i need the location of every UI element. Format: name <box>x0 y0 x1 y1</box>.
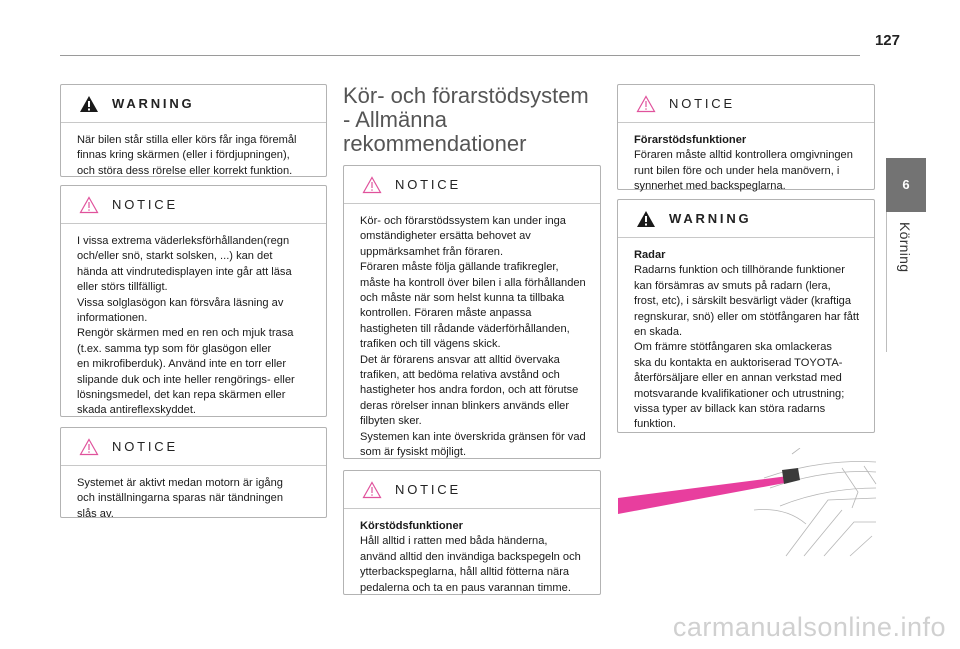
text-line: Kör- och förarstödssystem kan under inga <box>360 215 566 227</box>
text-line: skada antireflexskyddet. <box>77 404 197 417</box>
notice-title: NOTICE <box>669 96 735 111</box>
notice-box-right <box>617 84 875 193</box>
text-line: pedalerna och ta en paus varannan timme. <box>360 581 571 594</box>
text-line: informationen. <box>77 312 148 325</box>
notice-title: NOTICE <box>112 439 178 454</box>
text-line: filbyten sker. <box>360 415 422 428</box>
notice-header <box>61 428 326 466</box>
text-line: När bilen står stilla eller körs får inga föremål <box>77 134 297 146</box>
heading-line: - Allmänna <box>343 107 447 132</box>
text-line: kan försämras av smuts på radarn (lera, <box>634 279 831 292</box>
warning-subtitle: Radar <box>634 249 666 261</box>
notice-icon <box>636 95 656 113</box>
heading-line: rekommendationer <box>343 131 527 156</box>
notice-header <box>344 471 600 509</box>
text-line: Systemen kan inte överskrida gränsen för vad <box>360 430 586 443</box>
warning-text <box>61 123 326 189</box>
section-heading <box>343 84 603 156</box>
warning-icon <box>79 95 99 113</box>
notice-text <box>618 123 874 205</box>
notice-icon <box>362 481 382 499</box>
text-line: hastigheter hos andra fordon, och att förutse <box>360 384 579 397</box>
notice-header <box>344 166 600 204</box>
text-line: trafiken, att bedöma relativa avstånd och <box>360 369 560 382</box>
notice-header <box>618 85 874 123</box>
text-line: hastigheten till rådande väderförhållanden, <box>360 322 570 335</box>
notice-header <box>61 186 326 224</box>
notice-box-middle-1 <box>343 165 601 459</box>
text-line: runt bilen före och under hela manövern, i <box>634 164 840 177</box>
notice-text <box>61 224 326 429</box>
notice-box-left-2 <box>60 427 327 518</box>
text-line: regnskurar, snö) eller om stötfångaren har fått <box>634 310 860 323</box>
text-line: omständigheter ersätta behovet av <box>360 230 531 243</box>
text-line: och störa dess rörelse eller korrekt funktion. <box>77 164 293 177</box>
text-line: uppmärksamhet från föraren. <box>360 245 504 258</box>
notice-text <box>344 204 600 471</box>
notice-icon <box>79 438 99 456</box>
text-line: använd alltid den invändiga backspegeln och <box>360 550 581 563</box>
text-line: Systemet är aktivt medan motorn är igång <box>77 477 283 489</box>
text-line: slipande duk och inte heller rengörings- eller <box>77 373 295 386</box>
notice-box-middle-2 <box>343 470 601 595</box>
text-line: som är fysiskt möjligt. <box>360 446 467 459</box>
warning-text <box>618 238 874 443</box>
notice-subtitle: Körstödsfunktioner <box>360 520 463 532</box>
notice-text <box>344 509 600 606</box>
text-line: eller störs tillfälligt. <box>77 281 168 294</box>
notice-title: NOTICE <box>395 482 461 497</box>
notice-text <box>61 466 326 532</box>
text-line: en skada. <box>634 326 683 339</box>
text-line: synnerhet med backspeglarna. <box>634 180 786 193</box>
warning-title: WARNING <box>112 96 195 111</box>
warning-icon <box>636 210 656 228</box>
text-line: Radarns funktion och tillhörande funktioner <box>634 264 845 277</box>
page-number: 127 <box>874 32 900 49</box>
text-line: en mikrofiberduk). Använd inte en torr eller <box>77 358 287 371</box>
notice-box-left-1 <box>60 185 327 417</box>
text-line: och/eller snö, starkt solsken, ...) kan det <box>77 250 273 263</box>
warning-title: WARNING <box>669 211 752 226</box>
text-line: och måste när som helst kunna ta tillbaka <box>360 292 565 305</box>
chapter-tab[interactable]: 6 <box>886 158 926 212</box>
text-line: ska du kontakta en auktoriserad TOYOTA- <box>634 356 843 369</box>
text-line: Det är förarens ansvar att alltid övervaka <box>360 353 560 366</box>
text-line: Föraren måste följa gällande trafikregler, <box>360 261 559 274</box>
text-line: Rengör skärmen med en ren och mjuk trasa <box>77 327 294 340</box>
text-line: frost, etc), i särskilt besvärligt väder (kraftiga <box>634 295 852 308</box>
text-line: slås av. <box>77 507 114 520</box>
text-line: Vissa solglasögon kan försvåra läsning av <box>77 296 284 309</box>
text-line: lösningsmedel, det kan repa skärmen eller <box>77 389 286 402</box>
notice-icon <box>79 196 99 214</box>
text-line: I vissa extrema väderleksförhållanden(regn <box>77 235 290 247</box>
notice-icon <box>362 176 382 194</box>
text-line: ytterbackspeglarna, håll alltid fötterna nära <box>360 566 570 579</box>
text-line: måste ha kontroll över bilen i alla förhållanden <box>360 276 586 289</box>
warning-box-right <box>617 199 875 433</box>
notice-title: NOTICE <box>112 197 178 212</box>
text-line: och inställningarna sparas när tändningen <box>77 492 283 505</box>
sensor-beam <box>618 476 790 514</box>
heading-line: Kör- och förarstödsystem <box>343 83 589 108</box>
notice-subtitle: Förarstödsfunktioner <box>634 134 747 146</box>
text-line: finnas kring skärmen (eller i fördjupningen), <box>77 149 290 162</box>
text-line: funktion. <box>634 418 676 431</box>
text-line: deras rörelser innan blinkers används eller <box>360 399 570 412</box>
chapter-title: Körning <box>897 222 913 273</box>
watermark: carmanualsonline.info <box>672 612 946 642</box>
text-line: kontrollen. Föraren måste anpassa <box>360 307 532 320</box>
text-line: återförsäljare eller en annan verkstad med <box>634 372 842 385</box>
text-line: vissa typer av billack kan störa radarns <box>634 403 826 416</box>
notice-title: NOTICE <box>395 177 461 192</box>
side-divider <box>886 212 887 352</box>
text-line: trafiken och till vägens skick. <box>360 338 501 351</box>
warning-header <box>61 85 326 123</box>
top-rule <box>60 55 860 56</box>
text-line: hända att vindrutedisplayen inte går att läsa <box>77 265 292 278</box>
warning-box-left <box>60 84 327 177</box>
text-line: Håll alltid i ratten med båda händerna, <box>360 535 548 548</box>
windshield-camera-illustration <box>614 448 878 558</box>
text-line: motsvarande kvalifikationer och utrustning; <box>634 387 845 400</box>
text-line: (t.ex. samma typ som för glasögon eller <box>77 342 272 355</box>
text-line: Föraren måste alltid kontrollera omgivningen <box>634 149 853 162</box>
warning-header <box>618 200 874 238</box>
text-line: Om främre stötfångaren ska omlackeras <box>634 341 832 354</box>
